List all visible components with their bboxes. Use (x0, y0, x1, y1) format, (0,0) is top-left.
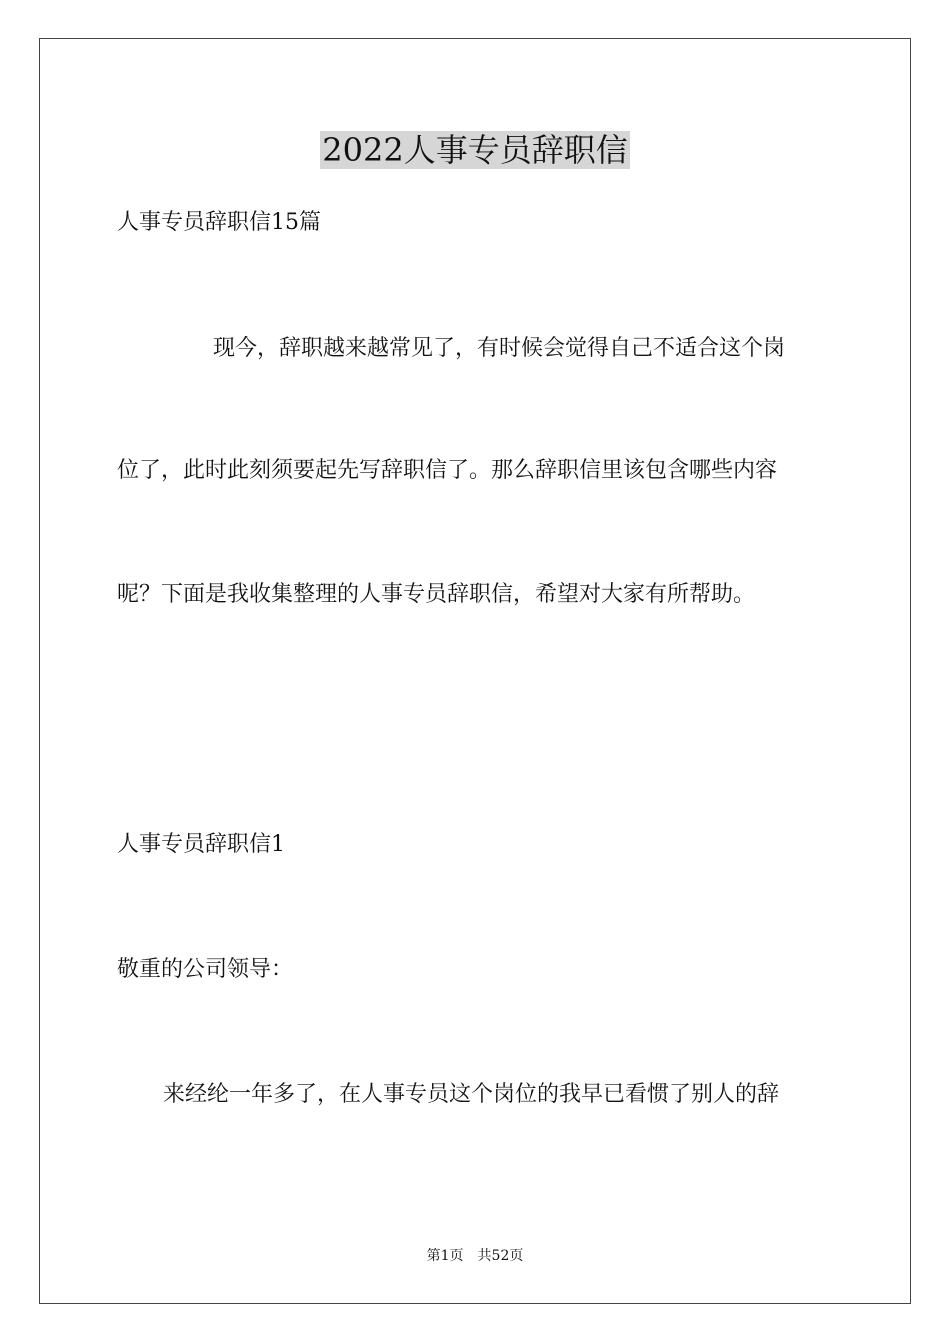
intro-line-2: 位了，此时此刻须要起先写辞职信了。那么辞职信里该包含哪些内容 (117, 458, 778, 483)
document-title-text: 2022人事专员辞职信 (322, 131, 628, 169)
letter-body-line: 来经纶一年多了，在人事专员这个岗位的我早已看惯了别人的辞 (163, 1082, 780, 1107)
page-total: 共52页 (477, 1248, 524, 1264)
document-subtitle: 人事专员辞职信15篇 (117, 210, 321, 235)
page-footer (0, 1246, 950, 1266)
section-heading: 人事专员辞职信1 (117, 832, 285, 857)
document-title (0, 128, 950, 172)
intro-line-1: 现今，辞职越来越常见了，有时候会觉得自己不适合这个岗 (213, 336, 786, 361)
letter-salutation: 敬重的公司领导： (117, 957, 294, 982)
intro-line-3: 呢？下面是我收集整理的人事专员辞职信，希望对大家有所帮助。 (117, 582, 756, 607)
page-number: 第1页 (426, 1248, 464, 1264)
